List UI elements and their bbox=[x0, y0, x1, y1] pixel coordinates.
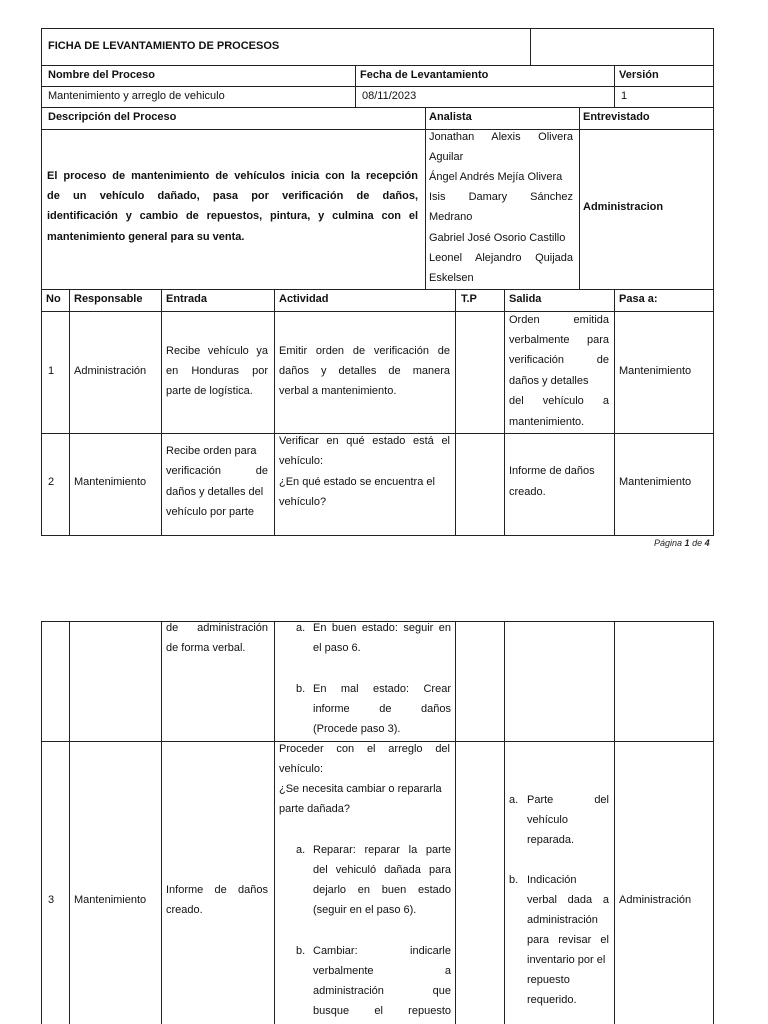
form-title: FICHA DE LEVANTAMIENTO DE PROCESOS bbox=[48, 40, 280, 52]
col-entrada: Entrada bbox=[166, 293, 207, 305]
col-pasa: Pasa a: bbox=[619, 293, 658, 305]
col-tp: T.P bbox=[461, 293, 477, 305]
col-no: No bbox=[46, 293, 61, 305]
analista-label: Analista bbox=[429, 111, 472, 123]
version-value: 1 bbox=[621, 90, 628, 102]
fecha-value: 08/11/2023 bbox=[362, 90, 417, 102]
entrevistado-label: Entrevistado bbox=[583, 111, 650, 123]
nombre-proceso-value: Mantenimiento y arreglo de vehiculo bbox=[48, 90, 225, 102]
page-number: Página 1 de 4 bbox=[654, 538, 710, 548]
nombre-proceso-label: Nombre del Proceso bbox=[48, 69, 155, 81]
fecha-label: Fecha de Levantamiento bbox=[360, 69, 489, 81]
entrevistado-value: Administracion bbox=[583, 201, 664, 213]
col-actividad: Actividad bbox=[279, 293, 329, 305]
version-label: Versión bbox=[619, 69, 659, 81]
col-salida: Salida bbox=[509, 293, 542, 305]
col-responsable: Responsable bbox=[74, 293, 143, 305]
descripcion-label: Descripción del Proceso bbox=[48, 111, 177, 123]
